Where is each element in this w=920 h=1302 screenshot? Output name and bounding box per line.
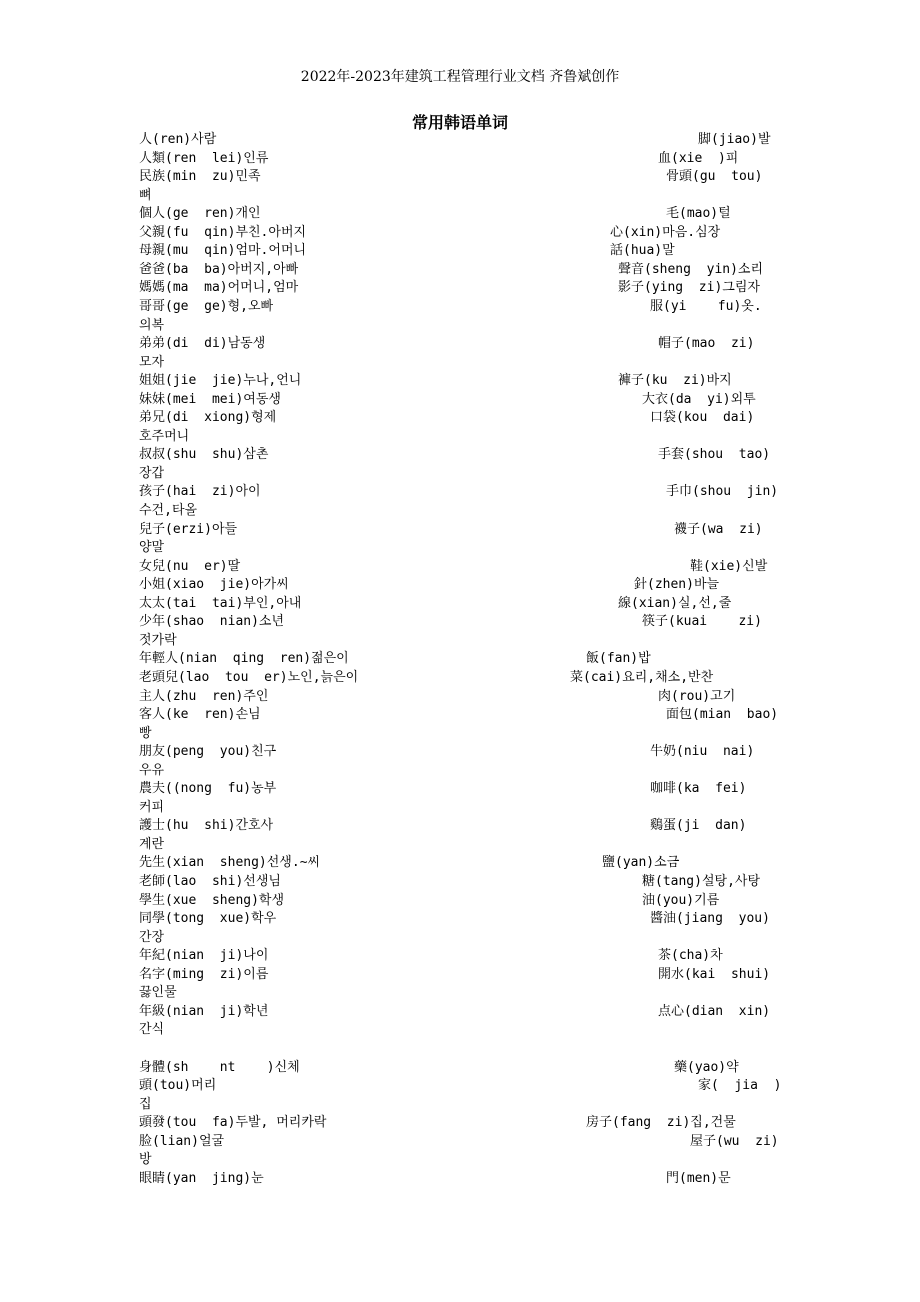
vocab-line — [0, 390, 920, 409]
vocab-right-entry: 房子(fang zi)집,건물 — [586, 1115, 736, 1131]
vocab-right-entry: 門(men)문 — [666, 1170, 731, 1186]
vocab-line — [0, 278, 920, 297]
vocab-left-entry: 방 — [139, 1152, 152, 1168]
vocab-line — [0, 482, 920, 501]
vocab-right-entry: 骨頭(gu tou) — [666, 169, 763, 185]
vocab-left-entry: 身體(sh nt )신체 — [139, 1059, 300, 1075]
vocab-left-entry: 同學(tong xue)학우 — [139, 911, 277, 927]
vocab-line — [0, 1095, 920, 1114]
vocab-line — [0, 520, 920, 539]
vocab-left-entry: 年輕人(nian qing ren)젊은이 — [139, 651, 349, 667]
vocab-left-entry: 집 — [139, 1096, 152, 1112]
vocab-right-entry: 開水(kai shui) — [658, 966, 771, 982]
vocab-left-entry: 頭(tou)머리 — [139, 1078, 217, 1094]
vocab-line — [0, 223, 920, 242]
vocab-right-entry: 鞋(xie)신발 — [690, 558, 768, 574]
vocab-left-entry: 老師(lao shi)선생님 — [139, 874, 281, 889]
vocab-left-entry: 護士(hu shi)간호사 — [139, 818, 274, 834]
vocab-right-entry: 血(xie )피 — [658, 150, 739, 166]
vocab-left-entry: 主人(zhu ren)주인 — [139, 688, 269, 704]
vocab-line — [0, 204, 920, 223]
vocab-left-entry: 모자 — [139, 354, 165, 370]
vocab-left-entry: 의복 — [139, 317, 165, 333]
vocab-line — [0, 779, 920, 798]
vocab-right-entry: 毛(mao)털 — [666, 206, 731, 222]
vocab-left-entry: 先生(xian sheng)선생.~씨 — [139, 855, 321, 871]
vocab-line — [0, 167, 920, 186]
vocab-right-entry: 服(yi fu)옷. — [650, 298, 762, 314]
vocab-line — [0, 371, 920, 390]
vocab-left-entry: 계란 — [139, 836, 165, 852]
vocab-right-entry: 家( jia ) — [698, 1078, 782, 1094]
vocab-line — [0, 853, 920, 872]
vocab-right-entry: 針(zhen)바늘 — [634, 577, 720, 593]
vocab-left-entry: 父親(fu qin)부친.아버지 — [139, 224, 307, 240]
vocab-line — [0, 186, 920, 205]
vocab-line — [0, 297, 920, 316]
vocab-line — [0, 631, 920, 650]
vocab-line — [0, 928, 920, 947]
vocab-left-entry: 眼睛(yan jing)눈 — [139, 1170, 264, 1186]
vocab-left-entry: 名字(ming zi)이름 — [139, 966, 269, 982]
vocab-left-entry: 朋友(peng you)친구 — [139, 744, 277, 760]
vocab-line — [0, 1076, 920, 1095]
vocab-line — [0, 872, 920, 891]
vocab-right-entry: 飯(fan)밥 — [586, 651, 651, 667]
vocab-left-entry: 小姐(xiao jie)아가씨 — [139, 577, 289, 593]
vocab-line — [0, 408, 920, 427]
vocab-right-entry: 面包(mian bao) — [666, 707, 779, 723]
vocab-left-entry: 弟弟(di di)남동생 — [139, 336, 266, 352]
vocab-right-entry: 手巾(shou jin) — [666, 484, 779, 500]
vocab-right-entry: 糖(tang)설탕,사탕 — [642, 874, 761, 889]
vocab-left-entry: 간식 — [139, 1022, 165, 1038]
vocab-right-entry: 心(xin)마음.심장 — [610, 224, 721, 240]
vocab-right-entry: 鷄蛋(ji dan) — [650, 818, 747, 834]
vocab-left-entry: 호주머니 — [139, 428, 190, 444]
vocab-left-entry: 빵 — [139, 725, 152, 741]
vocab-line — [0, 724, 920, 743]
vocab-right-entry: 影子(ying zi)그림자 — [618, 280, 760, 296]
vocab-line — [0, 816, 920, 835]
vocab-line — [0, 1039, 920, 1058]
vocab-line — [0, 149, 920, 168]
vocab-left-entry: 老頭兒(lao tou er)노인,늙은이 — [139, 669, 359, 685]
vocab-line — [0, 649, 920, 668]
vocab-right-entry: 点心(dian xin) — [658, 1003, 771, 1019]
vocab-line — [0, 445, 920, 464]
vocab-line — [0, 575, 920, 594]
vocab-right-entry: 鹽(yan)소금 — [602, 855, 680, 871]
vocab-line — [0, 538, 920, 557]
vocab-line — [0, 1132, 920, 1151]
vocab-line — [0, 130, 920, 149]
vocab-left-entry: 수건,타올 — [139, 503, 198, 518]
vocab-left-entry: 人(ren)사람 — [139, 132, 217, 147]
vocab-line — [0, 761, 920, 780]
vocab-line — [0, 965, 920, 984]
vocab-line — [0, 594, 920, 613]
vocab-right-entry: 牛奶(niu nai) — [650, 744, 755, 760]
vocab-right-entry: 線(xian)실,선,줄 — [618, 595, 732, 611]
vocab-line — [0, 241, 920, 260]
vocab-line — [0, 1150, 920, 1169]
vocab-line — [0, 1020, 920, 1039]
vocab-left-entry: 個人(ge ren)개인 — [139, 206, 261, 222]
vocab-line — [0, 557, 920, 576]
vocab-right-entry: 話(hua)말 — [610, 243, 675, 259]
vocab-line — [0, 1002, 920, 1021]
vocab-right-entry: 咖啡(ka fei) — [650, 781, 747, 797]
vocab-right-entry: 筷子(kuai zi) — [642, 614, 762, 630]
vocab-left-entry: 姐姐(jie jie)누나,언니 — [139, 373, 302, 389]
vocab-line — [0, 501, 920, 520]
vocab-line — [0, 668, 920, 687]
vocab-left-entry: 孩子(hai zi)아이 — [139, 484, 261, 500]
vocab-left-entry: 兒子(erzi)아들 — [139, 521, 238, 537]
vocab-line — [0, 464, 920, 483]
vocab-line — [0, 891, 920, 910]
vocab-left-entry: 우유 — [139, 762, 165, 778]
vocab-line — [0, 334, 920, 353]
vocab-left-entry: 叔叔(shu shu)삼촌 — [139, 447, 269, 463]
vocab-line — [0, 835, 920, 854]
vocab-line — [0, 687, 920, 706]
vocab-right-entry: 肉(rou)고기 — [658, 688, 736, 704]
vocab-left-entry: 弟兄(di xiong)형제 — [139, 410, 277, 426]
vocab-line — [0, 1113, 920, 1132]
vocab-right-entry: 藥(yao)약 — [674, 1059, 739, 1075]
vocab-line — [0, 612, 920, 631]
vocab-right-entry: 大衣(da yi)외투 — [642, 391, 756, 407]
vocab-left-entry: 妹妹(mei mei)여동생 — [139, 391, 281, 407]
vocab-left-entry: 太太(tai tai)부인,아내 — [139, 595, 302, 611]
vocab-left-entry: 哥哥(ge ge)형,오빠 — [139, 298, 274, 314]
vocab-line — [0, 353, 920, 372]
vocab-right-entry: 襪子(wa zi) — [674, 521, 763, 537]
vocab-line — [0, 1058, 920, 1077]
vocab-left-entry: 年紀(nian ji)나이 — [139, 948, 269, 964]
vocab-line — [0, 427, 920, 446]
vocab-right-entry: 褲子(ku zi)바지 — [618, 373, 732, 389]
vocab-line — [0, 946, 920, 965]
vocab-right-entry: 帽子(mao zi) — [658, 336, 755, 352]
vocab-left-entry: 女兒(nu er)딸 — [139, 558, 241, 574]
vocab-right-entry: 手套(shou tao) — [658, 447, 771, 463]
vocab-left-entry: 장갑 — [139, 465, 165, 481]
vocab-left-entry: 媽媽(ma ma)어머니,엄마 — [139, 280, 299, 296]
vocab-left-entry: 學生(xue sheng)학생 — [139, 892, 285, 908]
vocab-right-entry: 聲音(sheng yin)소리 — [618, 261, 764, 277]
vocab-left-entry: 爸爸(ba ba)아버지,아빠 — [139, 261, 299, 277]
vocab-left-entry: 少年(shao nian)소년 — [139, 614, 285, 630]
document-title: 常用韩语单词 — [411, 113, 508, 132]
vocab-right-entry: 口袋(kou dai) — [650, 410, 755, 426]
vocab-left-entry: 젓가락 — [139, 632, 177, 648]
vocab-left-entry: 農夫((nong fu)농부 — [139, 781, 277, 797]
vocab-line — [0, 316, 920, 335]
vocab-right-entry: 茶(cha)차 — [658, 948, 723, 964]
vocab-right-entry: 脚(jiao)발 — [698, 132, 771, 147]
vocab-line — [0, 1169, 920, 1188]
vocab-left-entry: 양말 — [139, 540, 165, 556]
vocab-line — [0, 742, 920, 761]
vocab-line — [0, 983, 920, 1002]
vocab-left-entry: 커피 — [139, 799, 165, 815]
vocab-left-entry: 母親(mu qin)엄마.어머니 — [139, 243, 307, 259]
vocab-line — [0, 260, 920, 279]
vocab-line — [0, 705, 920, 724]
vocab-right-entry: 醬油(jiang you) — [650, 911, 770, 927]
vocab-line — [0, 909, 920, 928]
vocab-left-entry: 頭發(tou fa)두발, 머리카락 — [139, 1115, 327, 1131]
vocab-line — [0, 798, 920, 817]
vocab-left-entry: 간장 — [139, 929, 165, 945]
vocab-left-entry: 人類(ren lei)인류 — [139, 150, 269, 166]
vocab-left-entry: 民族(min zu)민족 — [139, 169, 261, 185]
vocab-left-entry: 脸(lian)얼굴 — [139, 1133, 225, 1149]
vocab-left-entry: 뼈 — [139, 187, 152, 203]
vocab-right-entry: 菜(cai)요리,채소,반찬 — [570, 669, 714, 685]
vocab-right-entry: 油(you)기름 — [642, 892, 720, 908]
page-header: 2022年-2023年建筑工程管理行业文档 齐鲁斌创作 — [300, 69, 620, 85]
vocab-right-entry: 屋子(wu zi) — [690, 1133, 779, 1149]
vocab-left-entry: 年級(nian ji)학년 — [139, 1003, 269, 1019]
vocab-left-entry: 客人(ke ren)손님 — [139, 707, 261, 723]
vocab-left-entry: 끓인물 — [139, 985, 177, 1001]
